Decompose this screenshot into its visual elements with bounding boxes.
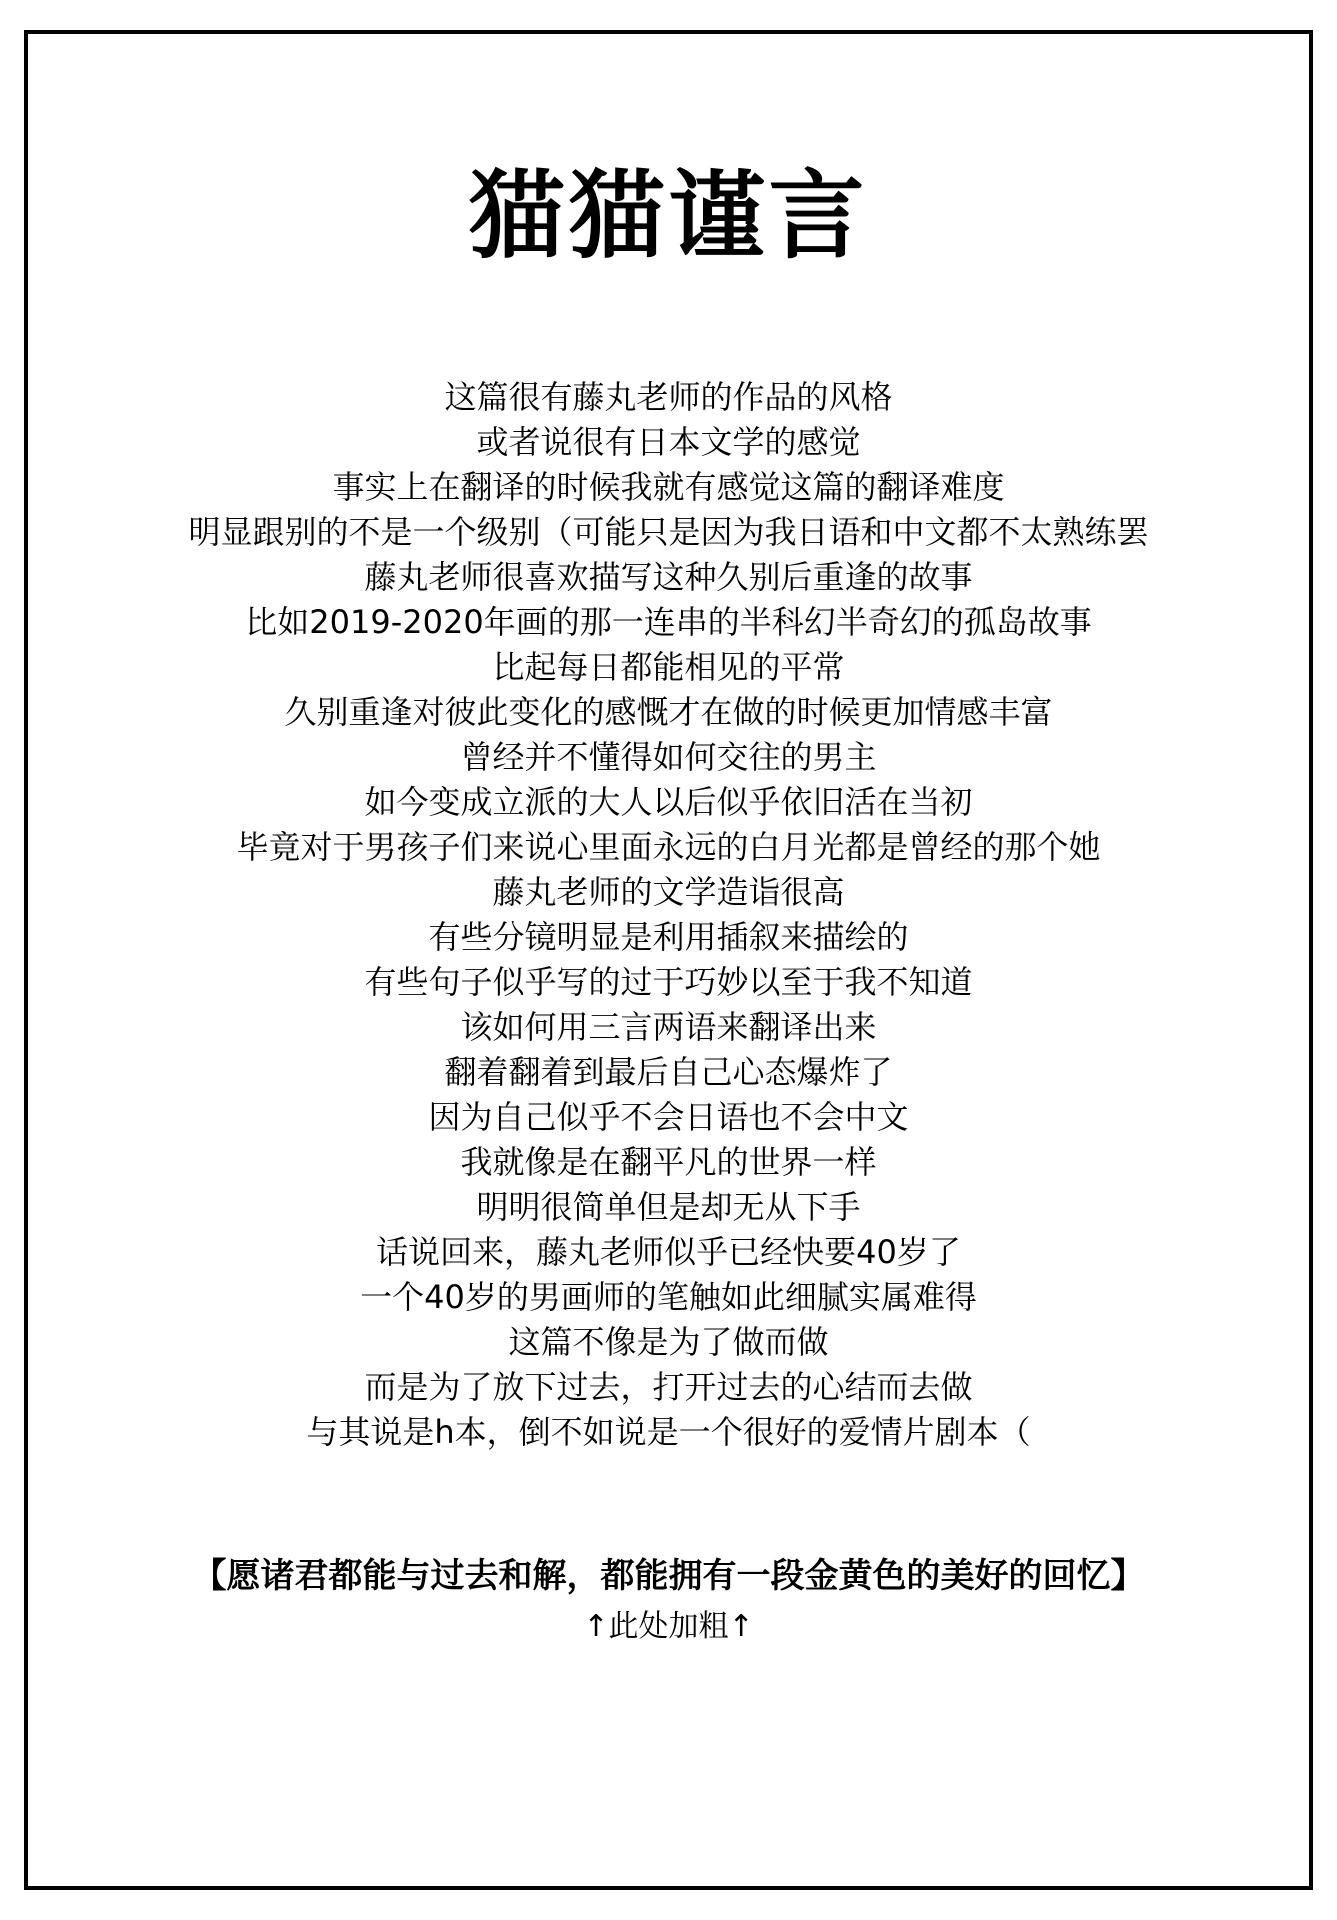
text-line: 藤丸老师很喜欢描写这种久别后重逢的故事 (364, 558, 973, 596)
text-line: 或者说很有日本文学的感觉 (476, 423, 861, 461)
text-line: 有些句子似乎写的过于巧妙以至于我不知道 (364, 963, 973, 1001)
page-title: 猫猫谨言 (468, 160, 869, 272)
text-line: 事实上在翻译的时候我就有感觉这篇的翻译难度 (332, 468, 1005, 506)
text-line: 明明很简单但是却无从下手 (476, 1188, 861, 1226)
text-line: 如今变成立派的大人以后似乎依旧活在当初 (364, 783, 973, 821)
closing-message: 【愿诸君都能与过去和解，都能拥有一段金黄色的美好的回忆】 (192, 1556, 1145, 1596)
text-line: 曾经并不懂得如何交往的男主 (460, 738, 877, 776)
text-line: 而是为了放下过去，打开过去的心结而去做 (364, 1368, 973, 1406)
text-line: 明显跟别的不是一个级别（可能只是因为我日语和中文都不太熟练罢 (188, 513, 1149, 551)
text-line: 有些分镜明显是利用插叙来描绘的 (428, 918, 909, 956)
text-line: 与其说是h本，倒不如说是一个很好的爱情片剧本（ (306, 1413, 1031, 1451)
text-line: 话说回来，藤丸老师似乎已经快要40岁了 (376, 1233, 961, 1271)
body-text (0, 375, 1337, 1455)
text-line: 一个40岁的男画师的笔触如此细腻实属难得 (360, 1278, 977, 1316)
text-line: 这篇很有藤丸老师的作品的风格 (444, 378, 893, 416)
bold-note: ↑此处加粗↑ (583, 1609, 754, 1644)
text-line: 我就像是在翻平凡的世界一样 (460, 1143, 877, 1181)
text-line: 比如2019-2020年画的那一连串的半科幻半奇幻的孤岛故事 (245, 603, 1092, 641)
text-line: 翻着翻着到最后自己心态爆炸了 (444, 1053, 893, 1091)
text-line: 因为自己似乎不会日语也不会中文 (428, 1098, 909, 1136)
text-line: 毕竟对于男孩子们来说心里面永远的白月光都是曾经的那个她 (236, 828, 1101, 866)
text-line: 藤丸老师的文学造诣很高 (492, 873, 845, 911)
text-line: 久别重逢对彼此变化的感慨才在做的时候更加情感丰富 (284, 693, 1053, 731)
text-line: 这篇不像是为了做而做 (508, 1323, 829, 1361)
text-line: 该如何用三言两语来翻译出来 (460, 1008, 877, 1046)
text-line: 比起每日都能相见的平常 (492, 648, 845, 686)
